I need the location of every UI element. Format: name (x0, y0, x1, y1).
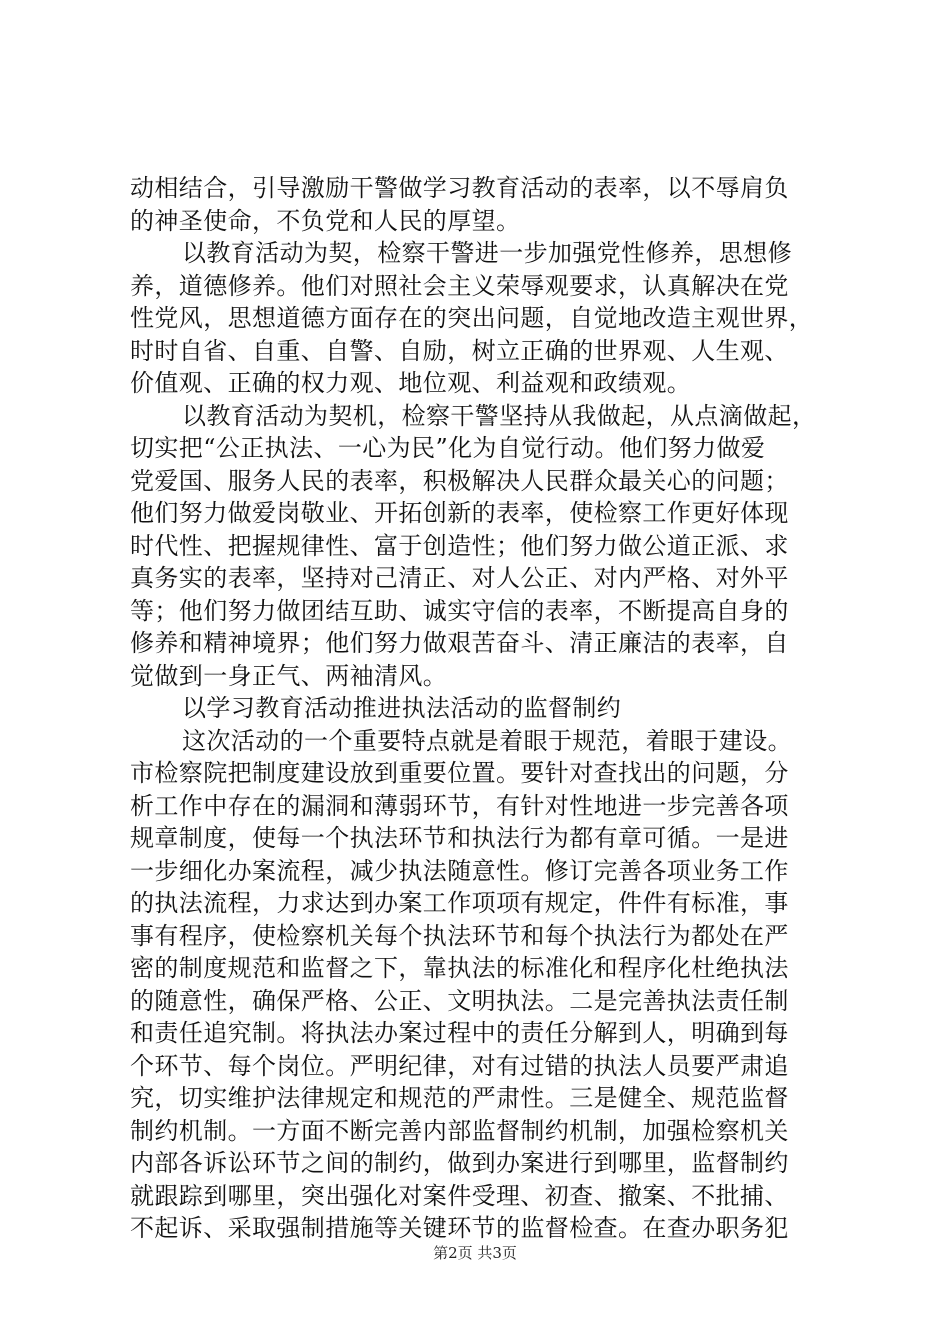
text-line: 究，切实维护法律规定和规范的严肃性。三是健全、规范监督 (130, 1084, 789, 1112)
page-footer (0, 1243, 950, 1263)
text-line: 市检察院把制度建设放到重要位置。要针对查找出的问题，分 (130, 759, 789, 787)
text-line: 制约机制。一方面不断完善内部监督制约机制，加强检察机关 (130, 1116, 789, 1145)
text-line: 内部各诉讼环节之间的制约，做到办案进行到哪里，监督制约 (130, 1149, 789, 1177)
text-line: 真务实的表率，坚持对己清正、对人公正、对内严格、对外平 (130, 564, 789, 592)
text-line: 规章制度，使每一个执法环节和执法行为都有章可循。一是进 (130, 824, 789, 852)
text-line: 不起诉、采取强制措施等关键环节的监督检查。在查办职务犯 (130, 1214, 789, 1242)
text-line: 以教育活动为契机，检察干警坚持从我做起，从点滴做起， (182, 401, 817, 430)
text-line: 的神圣使命，不负党和人民的厚望。 (130, 206, 521, 235)
text-line: 的随意性，确保严格、公正、文明执法。二是完善执法责任制 (130, 986, 789, 1015)
page-number-label: 第2页 共3页 (433, 1244, 517, 1262)
text-line: 就跟踪到哪里，突出强化对案件受理、初查、撤案、不批捕、 (130, 1181, 789, 1210)
document-body (130, 172, 830, 1245)
text-line: 等；他们努力做团结互助、诚实守信的表率，不断提高自身的 (130, 596, 789, 625)
text-line: 切实把“公正执法、一心为民”化为自觉行动。他们努力做爱 (130, 434, 766, 462)
text-line: 析工作中存在的漏洞和薄弱环节，有针对性地进一步完善各项 (130, 791, 789, 820)
text-line: 觉做到一身正气、两袖清风。 (130, 661, 448, 690)
text-line: 事有程序，使检察机关每个执法环节和每个执法行为都处在严 (130, 921, 789, 950)
text-line: 动相结合，引导激励干警做学习教育活动的表率，以不辱肩负 (130, 174, 789, 202)
text-line: 他们努力做爱岗敬业、开拓创新的表率，使检察工作更好体现 (130, 499, 789, 527)
text-line: 密的制度规范和监督之下，靠执法的标准化和程序化杜绝执法 (130, 954, 789, 982)
text-line: 价值观、正确的权力观、地位观、利益观和政绩观。 (130, 369, 692, 397)
text-line: 养，道德修养。他们对照社会主义荣辱观要求，认真解决在党 (130, 271, 789, 300)
text-line: 和责任追究制。将执法办案过程中的责任分解到人，明确到每 (130, 1019, 789, 1047)
text-line: 党爱国、服务人民的表率，积极解决人民群众最关心的问题； (130, 466, 789, 495)
text-line: 以学习教育活动推进执法活动的监督制约 (182, 694, 622, 722)
text-line: 时时自省、自重、自警、自励，树立正确的世界观、人生观、 (130, 336, 789, 365)
text-line: 修养和精神境界；他们努力做艰苦奋斗、清正廉洁的表率，自 (130, 629, 789, 657)
text-line: 的执法流程，力求达到办案工作项项有规定，件件有标准，事 (130, 889, 789, 917)
text-line: 这次活动的一个重要特点就是着眼于规范，着眼于建设。 (182, 726, 792, 755)
text-line: 以教育活动为契，检察干警进一步加强党性修养，思想修 (182, 239, 792, 267)
text-line: 一步细化办案流程，减少执法随意性。修订完善各项业务工作 (130, 856, 789, 885)
text-line: 时代性、把握规律性、富于创造性；他们努力做公道正派、求 (130, 531, 789, 560)
text-line: 个环节、每个岗位。严明纪律，对有过错的执法人员要严肃追 (130, 1051, 789, 1080)
text-line: 性党风，思想道德方面存在的突出问题，自觉地改造主观世界， (130, 304, 814, 332)
